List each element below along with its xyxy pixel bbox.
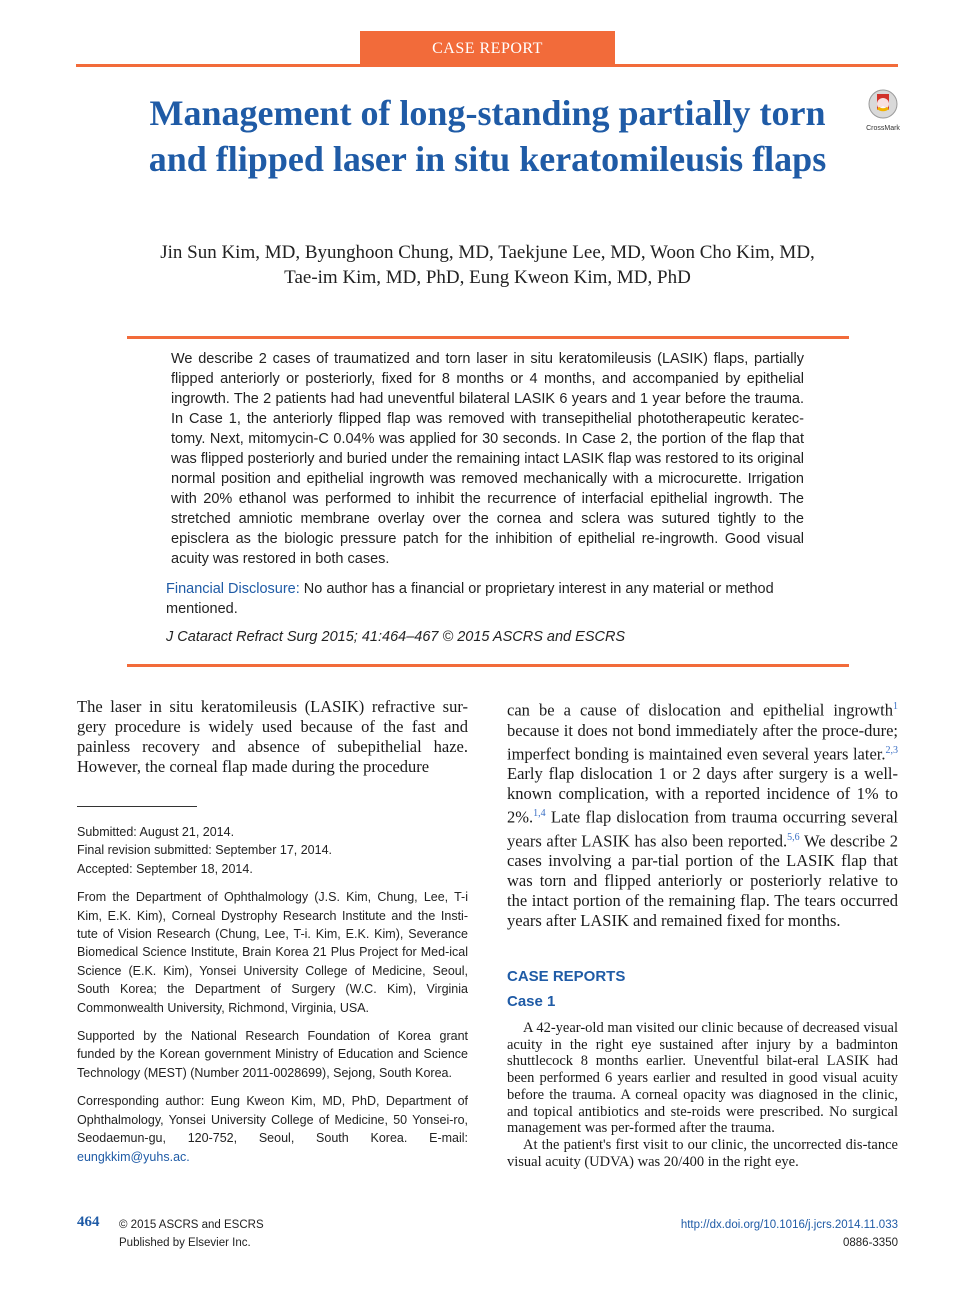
- author-list: [100, 240, 875, 290]
- journal-citation: J Cataract Refract Surg 2015; 41:464–467 © 2015 ASCRS and ESCRS: [166, 629, 626, 645]
- crossmark-label: CrossMark: [866, 125, 900, 132]
- corresponding-text: Corresponding author: Eung Kweon Kim, MD, PhD, Department of Ophthalmology, Yonsei University College of Medicine, 50 Yonsei-ro, Seodaemun-gu, 120-752, Seoul, South Korea. E-mail:: [77, 1094, 468, 1146]
- abstract-rule-top: [127, 336, 849, 339]
- section-heading: CASE REPORTS: [507, 968, 626, 985]
- support-note: Supported by the National Research Foundation of Korea grant funded by the Korean government Ministry of Education and Science Technology (MEST) (Number 2011-0028699), Sejong, South Korea.: [77, 1029, 468, 1080]
- article-title: Management of long-standing partially torn and flipped laser in situ keratomileusis flaps: [148, 93, 827, 179]
- reference-link[interactable]: 1,4: [533, 808, 546, 819]
- crossmark-icon: [867, 88, 899, 122]
- submitted-date: Submitted: August 21, 2014.: [77, 825, 235, 839]
- footer-left: [119, 1216, 264, 1252]
- section-label: CASE REPORT: [360, 31, 615, 64]
- case1-paragraph: A 42-year-old man visited our clinic because of decreased visual acuity in the right eye sustained after injury by a badminton shuttlecock 8 months earlier. Uneventful bilat-eral LASIK had been performed 6 years earlier and resulted in good visual acuity before the trauma. A corneal opacity was diagnosed in the clinic, and topical antibiotics and ste-roids were prescribed. No surgical management was per-formed after the trauma.: [507, 1020, 898, 1137]
- intro-text: Early flap dislocation 1 or 2 days after surgery is a well-known complication, with a reported incidence of 1% to 2%.: [507, 764, 898, 827]
- disclosure-label: Financial Disclosure:: [166, 581, 300, 597]
- author-line: Tae-im Kim, MD, PhD, Eung Kweon Kim, MD, PhD: [284, 267, 691, 288]
- revised-date: Final revision submitted: September 17, 2014.: [77, 843, 332, 858]
- financial-disclosure: [166, 579, 809, 619]
- abstract-rule-bottom: [127, 664, 849, 667]
- abstract-text: We describe 2 cases of traumatized and torn laser in situ keratomileusis (LASIK) flaps, partially flipped anteriorly or posteriorly, fixed for 8 months or 4 months, and accompanied by epithelial ingrowth. The 2 patients had had uneventful bilateral LASIK 6 years and 1 year before the trauma. In Case 1, the anteriorly flipped flap was removed with transepithelial phototherapeutic keratec-tomy. Next, mitomycin-C 0.04% was applied for 30 seconds. In Case 2, the portion of the flap that was flipped posteriorly and buried under the remaining intact LASIK flap was restored to its original normal position and epithelial ingrowth was removed mechanically with a microcurette. Irrigation with 20% ethanol was performed to inhibit the recurrence of interfacial epithelial ingrowth. The stretched amniotic membrane overlay over the cornea and sclera was sutured tightly to the episclera as the biologic pressure patch for the inhibition of epithelial re-ingrowth. Good visual acuity was restored in both cases.: [171, 351, 804, 567]
- corresponding-note: [77, 1092, 468, 1166]
- accepted-date: Accepted: September 18, 2014.: [77, 861, 253, 876]
- doi-link[interactable]: http://dx.doi.org/10.1016/j.jcrs.2014.11.033: [680, 1219, 898, 1231]
- footnote-rule: [77, 806, 197, 807]
- intro-text: can be a cause of dislocation and epithelial ingrowth: [507, 700, 893, 720]
- reference-link[interactable]: 5,6: [787, 831, 800, 843]
- intro-text: We describe 2 cases involving a par-tial portion of the LASIK flap that was torn and flipped anteriorly or posteriorly relative to the intact portion of the remaining flap. The tears occurred years after LASIK and remained fixed for months.: [507, 831, 898, 930]
- intro-text: because it does not bond immediately after the proce-dure; imperfect bonding is maintained even several years later.: [507, 720, 898, 763]
- email-link[interactable]: eungkkim@yuhs.ac.: [77, 1149, 190, 1164]
- footer-right: [681, 1216, 898, 1252]
- intro-left-column: The laser in situ keratomileusis (LASIK) refractive sur-gery procedure is widely used because of the fast and painless recovery and absence of subepithelial haze. However, the corneal flap made during the procedure: [77, 697, 468, 776]
- footer-copyright: © 2015 ASCRS and ESCRS: [119, 1219, 264, 1231]
- reference-link[interactable]: 2,3: [885, 744, 898, 756]
- case1-text: [507, 1020, 898, 1170]
- issn: 0886-3350: [843, 1237, 898, 1249]
- affiliation-note: From the Department of Ophthalmology (J.S. Kim, Chung, Lee, T-i Kim, E.K. Kim), Corneal Dystrophy Research Institute and the Insti-tute of Vision Research (Chung, Lee, T-i. Kim, E.K. Kim), Severance Biomedical Science Institute, Brain Korea 21 Plus Project for Med-ical Science (E.K. Kim), Yonsei University College of Medicine, Seoul, South Korea; the Department of Surgery (W.C. Kim), Virginia Commonwealth University, Richmond, Virginia, USA.: [77, 890, 468, 1015]
- crossmark-badge[interactable]: [864, 88, 902, 132]
- reference-link[interactable]: 1: [893, 701, 898, 712]
- header-rule: [76, 64, 898, 67]
- author-line: Jin Sun Kim, MD, Byunghoon Chung, MD, Taekjune Lee, MD, Woon Cho Kim, MD,: [160, 242, 815, 263]
- intro-text: Late flap dislocation from trauma occurring several years after LASIK has also been reported.: [507, 807, 898, 850]
- page-number: 464: [77, 1214, 100, 1230]
- footnotes: [77, 823, 468, 1176]
- disclosure-text: No author has a financial or proprietary interest in any material or method mentioned.: [166, 581, 774, 617]
- footer-publisher: Published by Elsevier Inc.: [119, 1237, 251, 1249]
- case1-paragraph: At the patient's first visit to our clinic, the uncorrected dis-tance visual acuity (UDVA) was 20/400 in the right eye.: [507, 1136, 898, 1170]
- subsection-heading: Case 1: [507, 993, 556, 1010]
- intro-right-column: [507, 697, 898, 931]
